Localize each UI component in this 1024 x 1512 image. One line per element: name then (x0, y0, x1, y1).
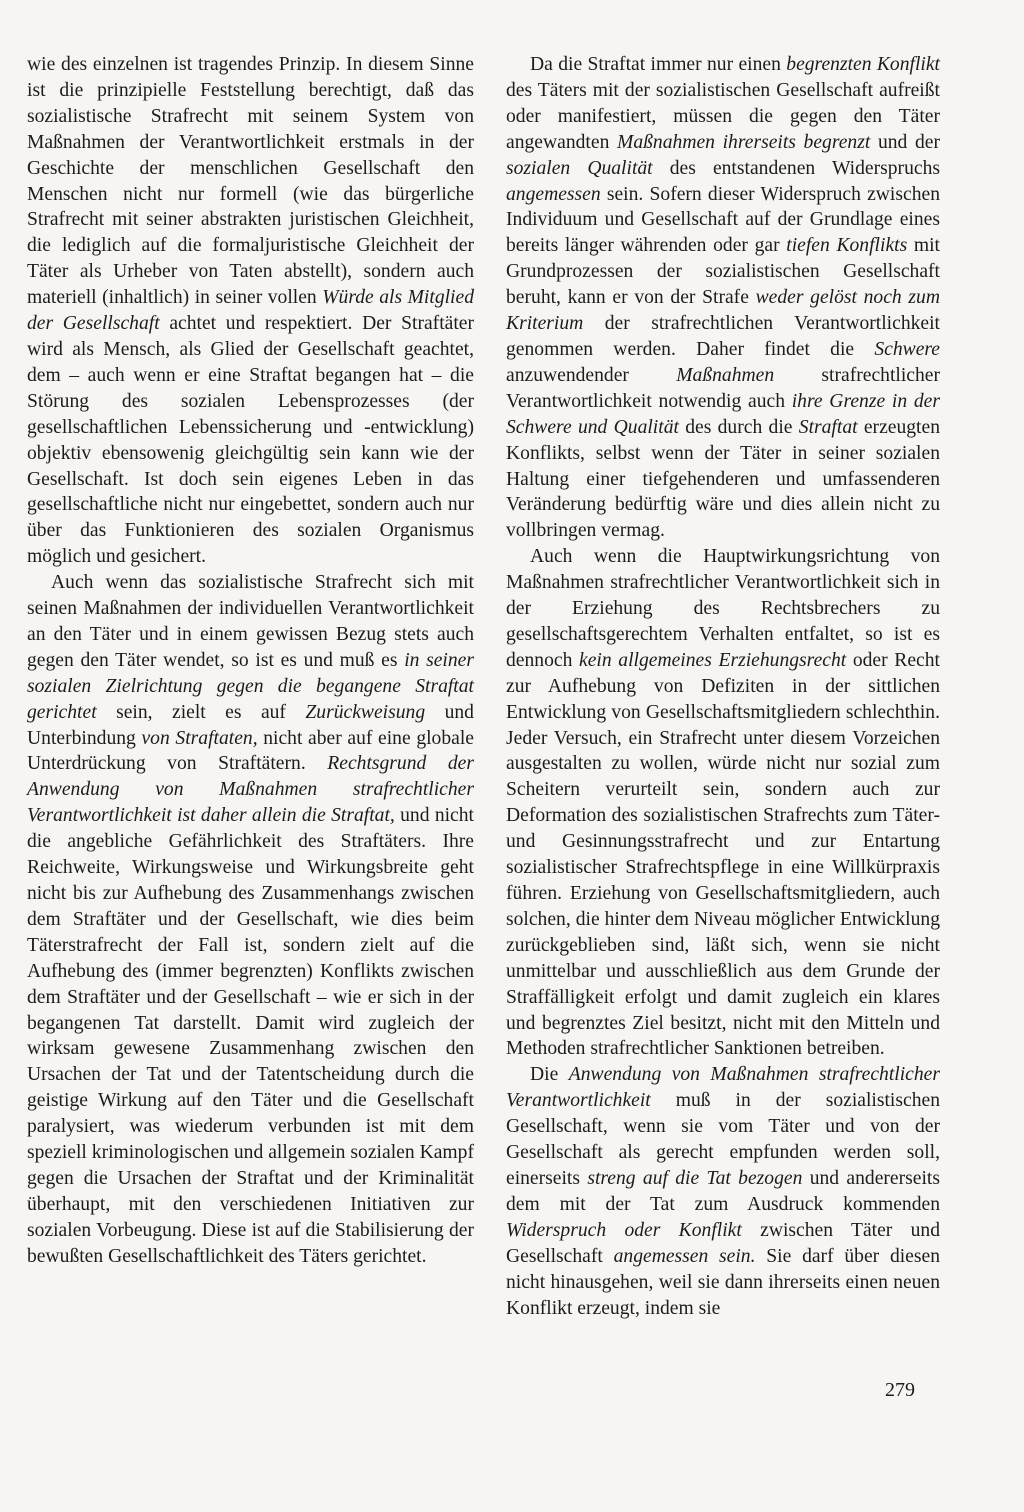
text-run: strafrechtlicher Verantwortlichkeit notwendig auch (506, 364, 940, 412)
emphasized-text: begrenzten Konflikt (786, 54, 940, 75)
emphasized-text: ihre Grenze in der Schwere und Qualität (506, 390, 940, 438)
text-run: sein, zielt es auf (96, 701, 306, 723)
text-run: Da die Straftat immer nur einen (530, 54, 787, 75)
text-run: und nicht die angebliche Gefährlichkeit des Straftäters. Ihre Reichweite, Wirkungsweise und Wirkungsbreite geht nicht bis zur Aufhebung des Zusammenhangs zwischen dem Straftäter und der Gesellschaft, wie dies beim Täterstrafrecht der Fall ist, sondern zielt auf die Aufhebung des (immer begrenzten) Konflikts zwischen dem Straftäter und der Gesellschaft – wie er sich in der begangenen Tat darstellt. Damit wird zugleich der wirksam gewesene Zusammenhang zwischen den Ursachen der Tat und der Tatentscheidung durch die geistige Wirkung auf den Täter und die Gesellschaft paralysiert, was wiederum verbunden ist mit dem speziell kriminologischen und allgemein sozialen Kampf gegen die Ursachen der Straftat und der Kriminalität überhaupt, mit den verschiedenen Initiativen zur sozialen Vorbeugung. Diese ist auf die Stabilisierung der bewußten Gesellschaftlichkeit des Täters gerichtet. (27, 805, 474, 1267)
paragraph (506, 544, 940, 1062)
right-text-column (506, 52, 940, 1321)
paragraph (506, 52, 940, 544)
text-run: nicht aber auf eine globale Unterdrückung von Straftätern. (27, 727, 474, 775)
paragraph (27, 52, 474, 570)
emphasized-text: streng auf die Tat bezogen (587, 1167, 803, 1189)
text-run: Auch wenn das sozialistische Strafrecht sich mit seinen Maßnahmen der individuellen Verantwortlichkeit an den Täter und in einem gewissen Bezug stets auch gegen den Täter wendet, so ist es und muß es (27, 572, 474, 671)
page-number: 279 (885, 1379, 915, 1401)
emphasized-text: tiefen Konflikts (786, 235, 908, 257)
emphasized-text: weder gelöst noch zum Kriterium (506, 287, 940, 335)
emphasized-text: Maßnahmen (676, 364, 775, 386)
text-run: oder Recht zur Aufhebung von Defiziten in der sittlichen Entwicklung von Gesellschaftsmitgliedern schlechthin. Jeder Versuch, ein Strafrecht unter diesem Vorzeichen ausgestalten zu wollen, würde nicht nur sozial zum Scheitern verurteilt sein, sondern auch zur Deformation des sozialistischen Strafrechts zum Täter- und Gesinnungsstrafrecht und zur Entartung sozialistischer Strafrechtspflege in eine Willkürpraxis führen. Erziehung von Gesellschaftsmitgliedern, auch solchen, die hinter dem Niveau möglicher Entwicklung zurückgeblieben sind, läßt sich, wenn sie nicht unmittelbar und ausschließlich aus dem Grunde der Straffälligkeit erfolgt und damit zugleich ein klares und begrenztes Ziel besitzt, nicht mit den Mitteln und Methoden strafrechtlicher Sanktionen betreiben. (506, 649, 940, 1060)
emphasized-text: angemessen (506, 183, 601, 205)
text-run: anzuwendender (506, 364, 677, 386)
text-run: erzeugten Konflikts, selbst wenn der Täter in seiner sozialen Haltung einer tiefgehenderen und umfassenderen Veränderung bedürftig wäre und dies allein nicht zu vollbringen vermag. (506, 416, 940, 542)
emphasized-text: Zurückweisung (305, 701, 426, 723)
emphasized-text: Rechtsgrund der Anwendung von Maßnahmen strafrechtlicher Verantwortlichkeit ist daher allein die Straftat, (27, 753, 474, 827)
emphasized-text: Straftat (798, 416, 858, 438)
emphasized-text: von Straftaten, (141, 727, 258, 749)
text-run: der strafrechtlichen Verantwortlichkeit genommen werden. Daher findet die (506, 313, 940, 360)
text-run: zwischen Täter und Gesellschaft (506, 1219, 940, 1267)
text-run: Die (530, 1064, 569, 1086)
emphasized-text: in seiner sozialen Zielrichtung gegen die begangene Straftat gerichtet (27, 649, 474, 723)
emphasized-text: kein allgemeines Erziehungsrecht (579, 649, 847, 671)
text-run: und Unterbindung (27, 701, 474, 749)
emphasized-text: Würde als Mitglied der Gesellschaft (27, 287, 474, 335)
text-run: und der (870, 131, 940, 153)
text-run: mit Grundprozessen der sozialistischen Gesellschaft beruht, kann er von der Strafe (506, 235, 941, 309)
emphasized-text: Anwendung von Maßnahmen strafrechtlicher Verantwortlichkeit (506, 1064, 940, 1112)
text-run: des durch die (678, 416, 799, 438)
text-run: Sie darf über diesen nicht hinausgehen, weil sie dann ihrerseits einen neuen Konflikt erzeugt, indem sie (506, 1245, 940, 1319)
text-run: und andererseits dem mit der Tat zum Ausdruck kommenden (506, 1167, 940, 1215)
left-text-column (27, 52, 474, 1270)
text-run: des entstandenen Widerspruchs (652, 157, 940, 179)
emphasized-text: Schwere (874, 338, 940, 360)
text-run: achtet und respektiert. Der Straftäter wird als Mensch, als Glied der Gesellschaft geachtet, dem – auch wenn er eine Straftat begangen hat – die Störung des sozialen Lebensprozesses (der gesellschaftlichen Lebenssicherung und -entwicklung) objektiv ebensowenig gleichgültig sein kann wie der Gesellschaft. Ist doch sein eigenes Leben in das gesellschaftliche nicht nur eingebettet, sondern auch nur über das Funktionieren des sozialen Organismus möglich und gesichert. (27, 313, 474, 568)
paragraph (506, 1062, 940, 1321)
text-run: muß in der sozialistischen Gesellschaft, wenn sie vom Täter und von der Gesellschaft als gerecht empfunden werden soll, einerseits (506, 1090, 940, 1189)
text-run: wie des einzelnen ist tragendes Prinzip. In diesem Sinne ist die prinzipielle Feststellung berechtigt, daß das sozialistische Strafrecht mit seinem System von Maßnahmen der Verantwortlichkeit erstmals in der Geschichte der menschlichen Gesellschaft den Menschen nicht nur formell (wie das bürgerliche Strafrecht mit seiner abstrakten juristischen Gleichheit, die lediglich auf die formaljuristische Gleichheit der Täter als Urheber von Taten abstellt), sondern auch materiell (inhaltlich) in seiner vollen (27, 54, 474, 309)
emphasized-text: Widerspruch oder Konflikt (506, 1219, 742, 1241)
paragraph (27, 570, 474, 1269)
text-run: sein. Sofern dieser Widerspruch zwischen Individuum und Gesellschaft auf der Grundlage eines bereits länger währenden oder gar (506, 183, 940, 257)
emphasized-text: Maßnahmen ihrerseits begrenzt (617, 131, 871, 153)
text-run: des Täters mit der sozialistischen Gesellschaft aufreißt oder manifestiert, müssen die gegen den Täter angewandten (506, 79, 940, 153)
emphasized-text: sozialen Qualität (506, 157, 653, 179)
text-run: Auch wenn die Hauptwirkungsrichtung von Maßnahmen strafrechtlicher Verantwortlichkeit sich in der Erziehung des Rechtsbrechers zu gesellschaftsgerechtem Verhalten entfaltet, so ist es dennoch (506, 546, 940, 671)
emphasized-text: angemessen sein. (613, 1245, 756, 1267)
